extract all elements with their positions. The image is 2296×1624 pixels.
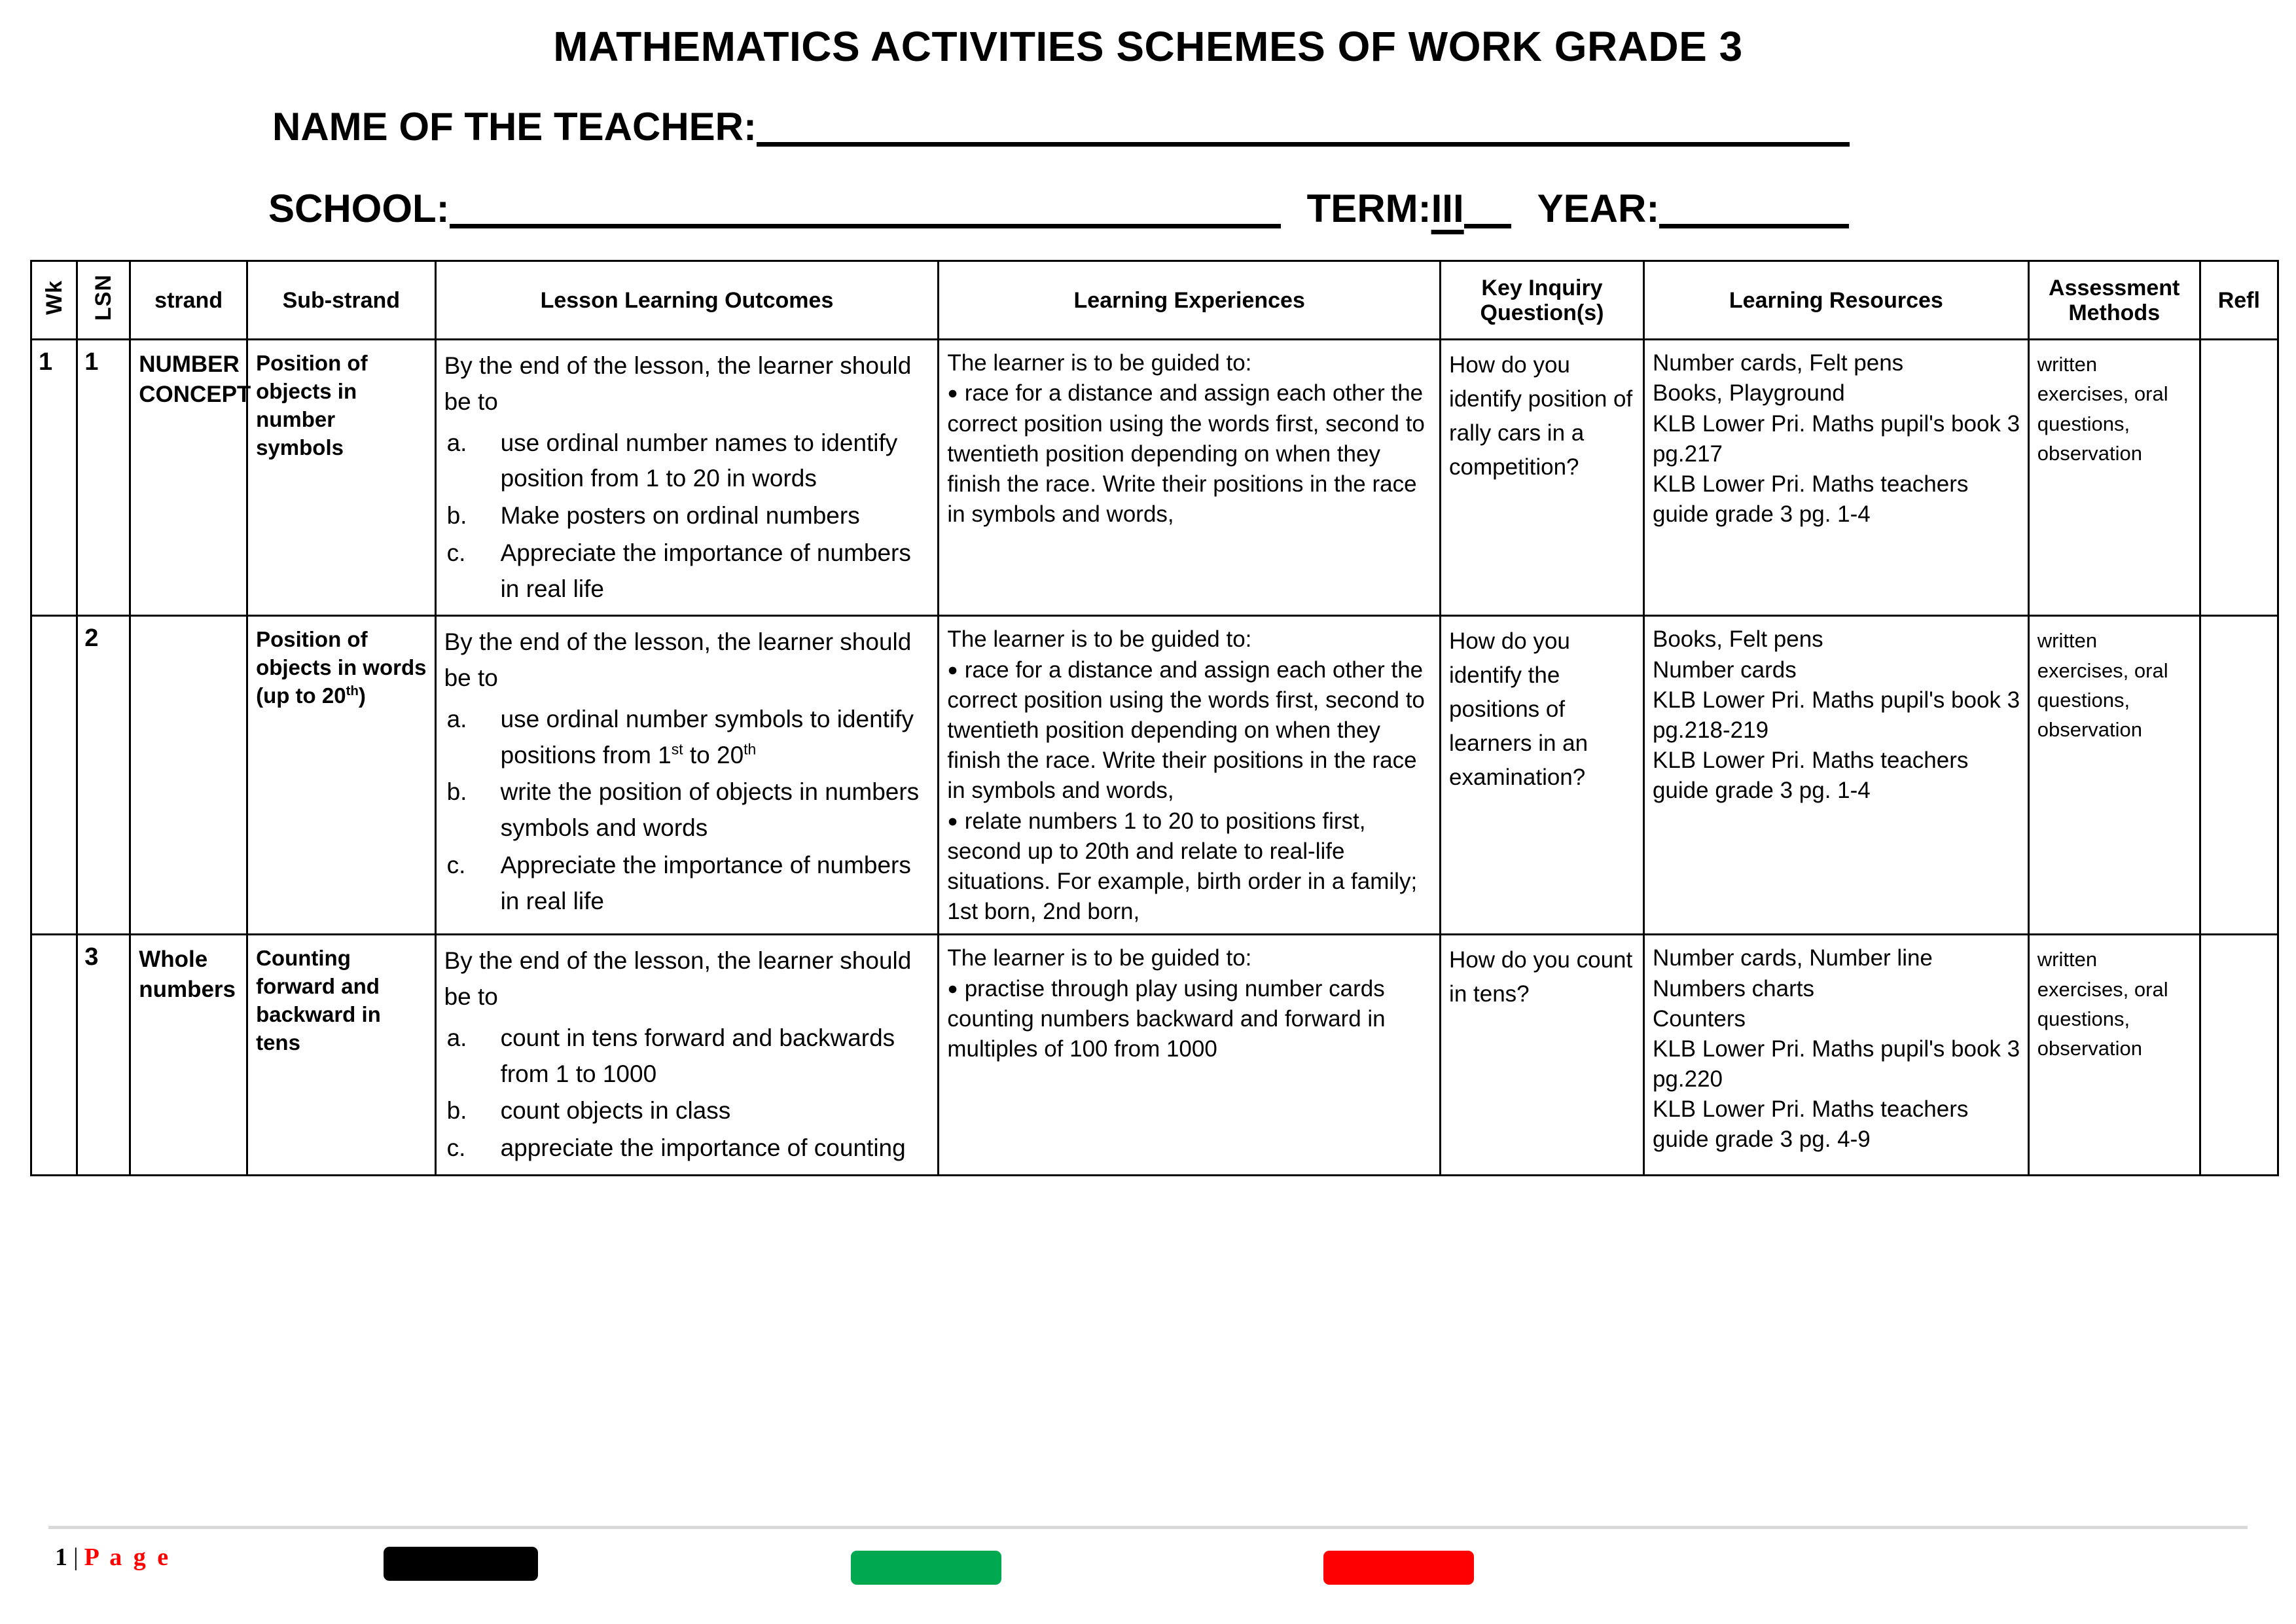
column-header-strand: strand: [130, 261, 247, 340]
cell-wk: [31, 935, 77, 1176]
experiences-list: [947, 348, 1433, 530]
school-blank[interactable]: [450, 194, 1281, 228]
cell-refl[interactable]: [2200, 340, 2278, 616]
list-item: Numbers charts: [1652, 975, 1814, 1001]
page-number: 1: [55, 1543, 67, 1571]
cell-lesson-learning-outcomes: [435, 340, 939, 616]
table-row: [31, 340, 2278, 616]
table-row: [31, 616, 2278, 935]
footer-bar-red: [1323, 1551, 1474, 1585]
cell-lsn: 3: [77, 935, 130, 1176]
term-value: III: [1431, 187, 1464, 231]
list-item: b. write the position of objects in numbers symbols and words: [446, 778, 920, 842]
term-blank[interactable]: [1464, 194, 1511, 228]
outcomes-list: [444, 425, 931, 607]
experiences-intro: The learner is to be guided to:: [947, 626, 1252, 653]
list-item: c. Appreciate the importance of numbers in real life: [446, 539, 911, 602]
cell-learning-experiences: [939, 935, 1441, 1176]
cell-sub-strand: Position of objects in number symbols: [247, 340, 436, 616]
cell-key-inquiry-question: How do you count in tens?: [1441, 935, 1644, 1176]
cell-learning-experiences: [939, 340, 1441, 616]
list-item: KLB Lower Pri. Maths teachers guide grade 3 pg. 1-4: [1652, 471, 1969, 528]
outcomes-list: [444, 1020, 931, 1166]
footer-bar-black: [384, 1547, 538, 1581]
school-label: SCHOOL:: [268, 187, 450, 231]
list-item: ● practise through play using number cards counting numbers backward and forward in multiples of 100 from 1000: [947, 974, 1433, 1065]
column-header-sub-strand: Sub-strand: [247, 261, 436, 340]
footer-divider: [48, 1526, 2248, 1529]
outcomes-intro: By the end of the lesson, the learner should be to: [444, 628, 912, 692]
list-item: a. use ordinal number names to identify position from 1 to 20 in words: [446, 429, 898, 492]
column-header-refl: Refl: [2200, 261, 2278, 340]
footer-bar-green: [851, 1551, 1001, 1585]
list-item: Books, Playground: [1652, 380, 1845, 406]
list-item: ● race for a distance and assign each other the correct position using the words first, second to twentieth position depending on when they finish the race. Write their positions in the race in symbols and words,: [947, 655, 1433, 806]
column-header-key-inquiry-questions: Key Inquiry Question(s): [1441, 261, 1644, 340]
column-header-wk: Wk: [31, 261, 77, 340]
cell-key-inquiry-question: How do you identify the positions of learners in an examination?: [1441, 616, 1644, 935]
cell-strand: NUMBER CONCEPT: [130, 340, 247, 616]
teacher-name-field-row: [0, 104, 2296, 149]
cell-wk: 1: [31, 340, 77, 616]
cell-refl[interactable]: [2200, 616, 2278, 935]
page-title: MATHEMATICS ACTIVITIES SCHEMES OF WORK GRADE 3: [553, 23, 1743, 70]
list-item: KLB Lower Pri. Maths pupil's book 3 pg.218-219: [1652, 687, 2020, 743]
cell-learning-resources: [1643, 616, 2028, 935]
list-item: ● relate numbers 1 to 20 to positions first, second up to 20th and relate to real-life situations. For example, birth order in a family; 1st born, 2nd born,: [947, 806, 1433, 928]
term-label: TERM:: [1306, 187, 1431, 231]
cell-key-inquiry-question: How do you identify position of rally cars in a competition?: [1441, 340, 1644, 616]
cell-learning-resources: [1643, 340, 2028, 616]
cell-assessment-methods: written exercises, oral questions, observation: [2028, 340, 2200, 616]
column-header-learning-resources: Learning Resources: [1643, 261, 2028, 340]
list-item: KLB Lower Pri. Maths teachers guide grade 3 pg. 1-4: [1652, 748, 1969, 804]
list-item: Number cards: [1652, 657, 1797, 683]
experiences-list: [947, 943, 1433, 1064]
list-item: KLB Lower Pri. Maths pupil's book 3 pg.217: [1652, 410, 2020, 467]
cell-sub-strand: Counting forward and backward in tens: [247, 935, 436, 1176]
page-number-indicator: [55, 1543, 171, 1572]
year-label: YEAR:: [1537, 187, 1660, 231]
column-header-lsn: LSN: [77, 261, 130, 340]
list-item: Counters: [1652, 1005, 1746, 1032]
list-item: b. count objects in class: [446, 1097, 731, 1125]
cell-lesson-learning-outcomes: [435, 935, 939, 1176]
experiences-intro: The learner is to be guided to:: [947, 350, 1252, 376]
schemes-of-work-table: [30, 260, 2279, 1176]
cell-assessment-methods: written exercises, oral questions, observation: [2028, 935, 2200, 1176]
list-item: c. appreciate the importance of counting: [446, 1134, 906, 1162]
cell-lsn: 2: [77, 616, 130, 935]
teacher-name-blank[interactable]: [757, 113, 1850, 147]
list-item: a. use ordinal number symbols to identify positions from 1st to 20th: [446, 705, 914, 768]
page-word: P a g e: [84, 1543, 171, 1571]
cell-lsn: 1: [77, 340, 130, 616]
outcomes-intro: By the end of the lesson, the learner should be to: [444, 352, 912, 415]
column-header-learning-experiences: Learning Experiences: [939, 261, 1441, 340]
column-header-lesson-learning-outcomes: Lesson Learning Outcomes: [435, 261, 939, 340]
page-footer: [0, 1513, 2296, 1624]
cell-wk: [31, 616, 77, 935]
list-item: KLB Lower Pri. Maths teachers guide grade 3 pg. 4-9: [1652, 1096, 1969, 1153]
cell-refl[interactable]: [2200, 935, 2278, 1176]
cell-strand: [130, 616, 247, 935]
table-header-row: [31, 261, 2278, 340]
cell-sub-strand: Position of objects in words (up to 20th): [247, 616, 436, 935]
year-blank[interactable]: [1659, 194, 1849, 228]
list-item: c. Appreciate the importance of numbers in real life: [446, 851, 911, 914]
column-header-assessment-methods: Assessment Methods: [2028, 261, 2200, 340]
table-body: [31, 340, 2278, 1176]
cell-strand: Whole numbers: [130, 935, 247, 1176]
experiences-intro: The learner is to be guided to:: [947, 945, 1252, 971]
cell-learning-resources: [1643, 935, 2028, 1176]
cell-lesson-learning-outcomes: [435, 616, 939, 935]
school-term-year-row: [0, 186, 2296, 231]
table-row: [31, 935, 2278, 1176]
list-item: Number cards, Number line: [1652, 945, 1933, 971]
list-item: b. Make posters on ordinal numbers: [446, 502, 860, 530]
cell-assessment-methods: written exercises, oral questions, observation: [2028, 616, 2200, 935]
list-item: Number cards, Felt pens: [1652, 350, 1904, 376]
list-item: a. count in tens forward and backwards from 1 to 1000: [446, 1024, 895, 1087]
list-item: ● race for a distance and assign each other the correct position using the words first, second to twentieth position depending on when they finish the race. Write their positions in the race in symbols and words,: [947, 378, 1433, 530]
cell-learning-experiences: [939, 616, 1441, 935]
teacher-name-label: NAME OF THE TEACHER:: [272, 105, 757, 149]
outcomes-list: [444, 702, 931, 920]
page-separator: |: [73, 1543, 79, 1571]
list-item: KLB Lower Pri. Maths pupil's book 3 pg.220: [1652, 1036, 2020, 1092]
experiences-list: [947, 624, 1433, 927]
outcomes-intro: By the end of the lesson, the learner should be to: [444, 947, 912, 1011]
list-item: Books, Felt pens: [1652, 626, 1823, 653]
